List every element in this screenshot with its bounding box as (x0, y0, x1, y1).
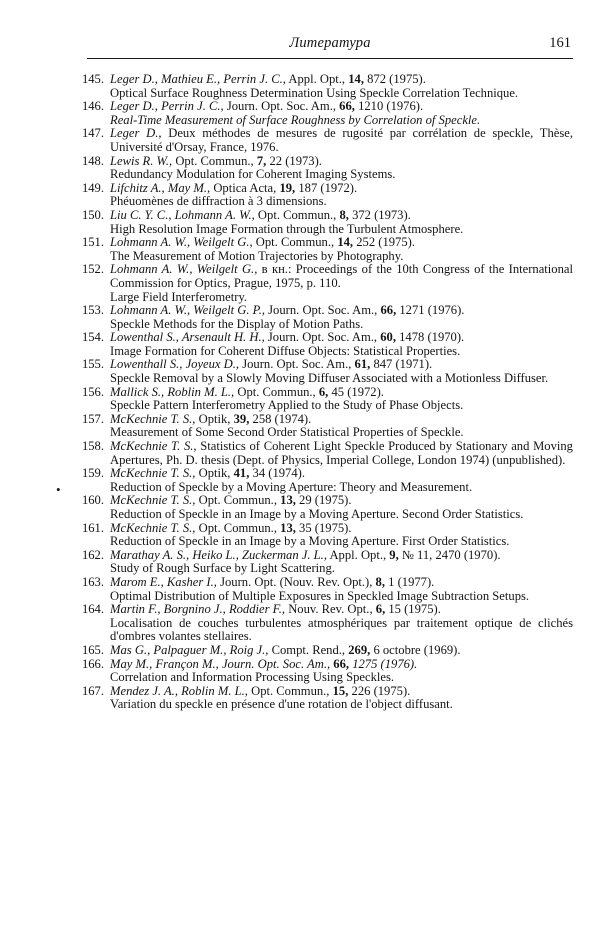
reference-item (68, 73, 573, 100)
reference-source: Opt. Commun., (198, 520, 277, 535)
reference-volume: 8, (375, 574, 385, 589)
reference-number: 154. (81, 330, 104, 345)
reference-number: 160. (81, 493, 104, 508)
reference-title: Correlation and Information Processing Using Speckles. (110, 670, 395, 685)
reference-title: Localisation de couches turbulentes atmosphériques par traitement optique de clichés d'ombres volantes stellaires. (110, 615, 573, 644)
reference-source: в кн.: Proceedings of the 10th Congress of the International Commission for Optics, Prague, 1975, p. 110. (110, 262, 573, 290)
reference-number: 157. (81, 411, 104, 426)
reference-details: 45 (1972). (331, 384, 384, 399)
reference-source: Optik, (198, 466, 231, 481)
reference-volume: 19, (279, 180, 296, 195)
reference-volume: 66, (333, 656, 350, 671)
reference-volume: 41, (233, 466, 250, 481)
margin-dot: • (56, 482, 61, 497)
reference-volume: 15, (332, 683, 349, 698)
reference-authors: McKechnie T. S., (110, 439, 197, 454)
reference-volume: 14, (337, 235, 354, 250)
reference-volume: 7, (256, 153, 267, 168)
reference-source: Journ. Opt. Soc. Am., (221, 656, 331, 671)
reference-authors: McKechnie T. S., (110, 520, 196, 535)
reference-number: 161. (81, 520, 104, 535)
reference-item (68, 494, 573, 521)
reference-title: Study of Rough Surface by Light Scattering. (110, 561, 335, 576)
reference-item (68, 522, 573, 549)
reference-authors: Lohmann A. W., Weilgelt G., (110, 262, 258, 277)
reference-source: Appl. Opt., (329, 547, 387, 562)
reference-number: 147. (81, 126, 104, 141)
reference-source: Journ. Opt. Soc. Am., (268, 303, 378, 318)
reference-authors: Lewis R. W., (110, 153, 173, 168)
reference-item (68, 658, 573, 685)
reference-item (68, 209, 573, 236)
reference-details: 29 (1975). (299, 493, 352, 508)
reference-item (68, 100, 573, 127)
reference-title: High Resolution Image Formation through the Turbulent Atmosphere. (110, 221, 464, 236)
reference-details: 1210 (1976). (358, 99, 424, 114)
reference-title: Optimal Distribution of Multiple Exposures in Speckled Image Subtraction Setups. (110, 588, 530, 603)
reference-source: Opt. Commun., (251, 683, 330, 698)
reference-title: Real-Time Measurement of Surface Roughness by Correlation of Speckle. (110, 112, 481, 127)
reference-title: Speckle Methods for the Display of Motion Paths. (110, 316, 364, 331)
reference-source: Compt. Rend., (271, 642, 346, 657)
reference-title: Measurement of Some Second Order Statistical Properties of Speckle. (110, 425, 464, 440)
reference-item (68, 440, 573, 467)
reference-title: Phéuomènes de diffraction à 3 dimensions. (110, 194, 327, 209)
reference-source: Journ. Opt. (Nouv. Rev. Opt.), (220, 574, 373, 589)
reference-volume: 61, (354, 357, 371, 372)
reference-authors: Lowenthal S., Arsenault H. H., (110, 330, 265, 345)
reference-details: 187 (1972). (298, 180, 358, 195)
reference-details: 1 (1977). (388, 574, 435, 589)
reference-item (68, 263, 573, 304)
reference-item (68, 386, 573, 413)
reference-item (68, 549, 573, 576)
reference-item (68, 413, 573, 440)
reference-number: 156. (81, 384, 104, 399)
reference-source: Optica Acta, (213, 180, 277, 195)
reference-details: 34 (1974). (252, 466, 305, 481)
reference-title: Redundancy Modulation for Coherent Imaging Systems. (110, 167, 396, 182)
reference-source: Journ. Opt. Soc. Am., (226, 99, 336, 114)
reference-details: № 11, 2470 (1970). (401, 547, 501, 562)
reference-item (68, 236, 573, 263)
reference-volume: 66, (380, 303, 397, 318)
reference-authors: Lifchitz A., May M., (110, 180, 211, 195)
reference-source: Journ. Opt. Soc. Am., (242, 357, 352, 372)
reference-source: Opt. Commun., (175, 153, 254, 168)
reference-authors: Marathay A. S., Heiko L., Zuckerman J. L., (110, 547, 327, 562)
reference-title: Speckle Removal by a Slowly Moving Diffuser Associated with a Motionless Diffuser. (110, 371, 549, 386)
reference-title: The Measurement of Motion Trajectories by Photography. (110, 248, 404, 263)
reference-title: Optical Surface Roughness Determination Using Speckle Correlation Technique. (110, 85, 519, 100)
reference-authors: Marom E., Kasher I., (110, 574, 217, 589)
page-number: 161 (549, 35, 571, 51)
reference-item (68, 127, 573, 154)
reference-details: 226 (1975). (351, 683, 411, 698)
reference-number: 152. (81, 262, 104, 277)
reference-volume: 14, (348, 72, 364, 86)
reference-details: 372 (1973). (352, 207, 411, 222)
reference-title: Image Formation for Coherent Diffuse Objects: Statistical Properties. (110, 343, 461, 358)
reference-authors: Mallick S., Roblin M. L., (110, 384, 235, 399)
reference-source: Statistics of Coherent Light Speckle Produced by Stationary and Moving Apertures, Ph. D. thesis (Dept. of Physics, Imperial College, London 1974) (unpublished). (110, 439, 573, 467)
reference-number: 166. (81, 656, 104, 671)
reference-item (68, 155, 573, 182)
reference-number: 164. (81, 602, 104, 617)
reference-authors: Liu C. Y. C., Lohmann A. W., (110, 207, 255, 222)
running-head (87, 30, 573, 60)
reference-volume: 13, (280, 520, 296, 535)
reference-authors: Mas G., Palpaguer M., Roig J., (110, 642, 269, 657)
reference-title: Reduction of Speckle in an Image by a Moving Aperture. Second Order Statistics. (110, 507, 524, 521)
reference-item (68, 576, 573, 603)
reference-volume: 13, (280, 493, 296, 508)
reference-details: 35 (1975). (299, 520, 352, 535)
reference-title: Reduction of Speckle in an Image by a Moving Aperture. First Order Statistics. (110, 534, 510, 549)
reference-authors: Leger D., Mathieu E., Perrin J. C., (110, 72, 286, 86)
reference-details: 15 (1975). (388, 602, 441, 617)
reference-authors: McKechnie T. S., (110, 411, 196, 426)
reference-number: 148. (81, 153, 104, 168)
reference-details: 847 (1971). (373, 357, 433, 372)
reference-authors: Leger D., Perrin J. C., (110, 99, 224, 114)
reference-number: 159. (81, 466, 104, 481)
reference-details: 6 octobre (1969). (373, 642, 461, 657)
reference-authors: McKechnie T. S., (110, 493, 196, 508)
reference-source: Opt. Commun., (255, 235, 335, 250)
reference-title: Variation du speckle en présence d'une rotation de l'object diffusant. (110, 697, 453, 712)
reference-number: 149. (81, 180, 104, 195)
reference-number: 158. (81, 439, 104, 454)
reference-number: 162. (81, 547, 104, 562)
reference-details: 1275 (1976). (352, 656, 418, 671)
reference-authors: McKechnie T. S., (110, 466, 196, 481)
reference-title: Large Field Interferometry. (110, 289, 248, 304)
reference-details: 258 (1974). (252, 411, 312, 426)
reference-item (68, 644, 573, 658)
reference-item (68, 331, 573, 358)
reference-authors: May M., Françon M., (110, 656, 219, 671)
reference-details: 22 (1973). (269, 153, 322, 168)
reference-source: Opt. Commun., (237, 384, 316, 399)
reference-source: Deux méthodes de mesures de rugosité par corrélation de speckle, Thèse, Université d'Orsay, France, 1976. (110, 126, 574, 154)
running-title: Литература (289, 35, 371, 51)
reference-details: 1271 (1976). (399, 303, 465, 318)
reference-source: Appl. Opt., (288, 72, 346, 86)
reference-item (68, 685, 573, 712)
reference-source: Optik, (198, 411, 231, 426)
reference-number: 151. (81, 235, 104, 250)
reference-authors: Martin F., Borgnino J., Roddier F., (110, 602, 286, 617)
reference-authors: Mendez J. A., Roblin M. L., (110, 683, 248, 698)
reference-volume: 269, (348, 642, 371, 657)
reference-source: Journ. Opt. Soc. Am., (267, 330, 378, 345)
reference-item (68, 304, 573, 331)
reference-number: 145. (81, 72, 104, 86)
reference-authors: Lohmann A. W., Weilgelt G. P., (110, 303, 265, 318)
reference-volume: 6, (375, 602, 386, 617)
reference-authors: Leger D., (110, 126, 162, 141)
reference-details: 252 (1975). (356, 235, 415, 250)
reference-number: 165. (81, 642, 104, 657)
reference-volume: 8, (339, 207, 349, 222)
reference-item (68, 467, 573, 494)
reference-volume: 9, (389, 547, 399, 562)
reference-authors: Lowenthall S., Joyeux D., (110, 357, 240, 372)
reference-volume: 6, (318, 384, 329, 399)
reference-source: Opt. Commun., (257, 207, 337, 222)
reference-number: 155. (81, 357, 104, 372)
reference-title: Speckle Pattern Interferometry Applied to the Study of Phase Objects. (110, 398, 464, 413)
reference-item (68, 358, 573, 385)
reference-volume: 39, (233, 411, 250, 426)
reference-details: 872 (1975). (367, 72, 426, 86)
reference-details: 1478 (1970). (399, 330, 465, 345)
reference-authors: Lohmann A. W., Weilgelt G., (110, 235, 253, 250)
reference-volume: 66, (339, 99, 355, 114)
reference-source: Nouv. Rev. Opt., (288, 602, 373, 617)
reference-volume: 60, (380, 330, 396, 345)
reference-item (68, 182, 573, 209)
reference-number: 146. (81, 99, 104, 114)
reference-number: 153. (81, 303, 104, 318)
reference-source: Opt. Commun., (198, 493, 277, 508)
reference-number: 163. (81, 574, 104, 589)
reference-list (68, 73, 573, 712)
reference-title: Reduction of Speckle by a Moving Aperture: Theory and Measurement. (110, 479, 473, 494)
reference-item (68, 603, 573, 644)
reference-number: 150. (81, 207, 104, 222)
reference-number: 167. (81, 683, 104, 698)
header-rule (87, 58, 573, 59)
